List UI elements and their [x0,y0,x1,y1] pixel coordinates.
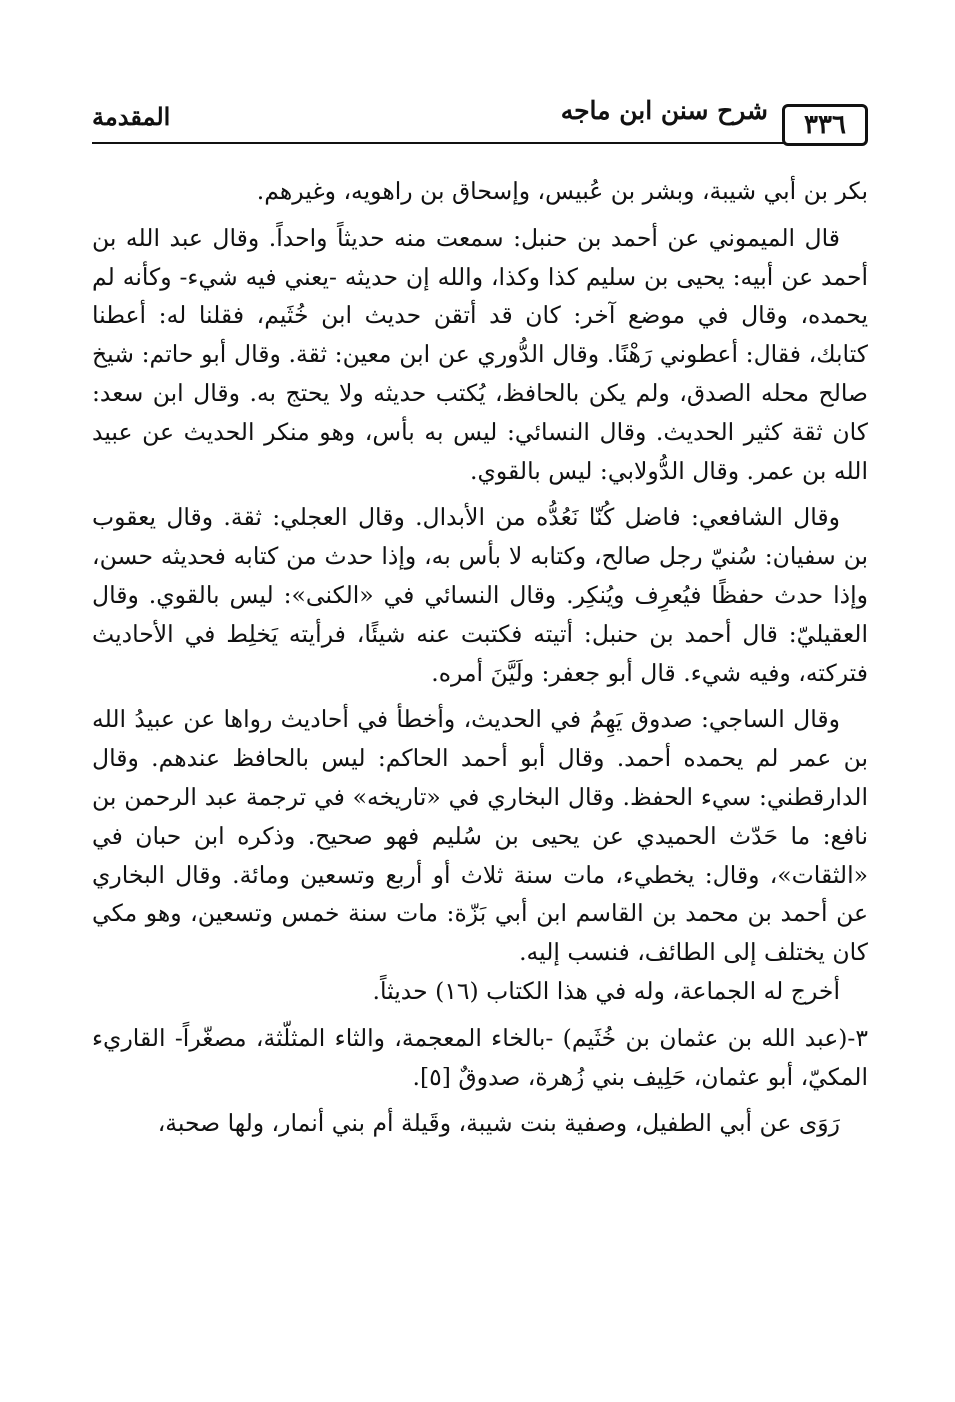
paragraph-narrator-3: ٣-(عبد الله بن عثمان بن خُثَيم) -بالخاء المعجمة، والثاء المثلّثة، مصغّراً- القاريء المكيّ، أبو عثمان، حَلِيف بني زُهرة، صدوقٌ [٥]. [92,1023,868,1091]
book-title: شرح سنن ابن ماجه [560,96,768,125]
page-number: ٣٣٦ [782,104,868,146]
header-rule [92,142,784,144]
section-title: المقدمة [92,102,171,131]
paragraph-saji: وقال الساجي: صدوق يَهِمُ في الحديث، وأخطأ في أحاديث رواها عن عبيدُ الله بن عمر لم يحمده أحمد. وقال أبو أحمد الحاكم: ليس بالحافظ عندهم. وقال الدارقطني: سيء الحفظ. وقال البخاري في «تاريخه» في ترجمة عبد الرحمن بن نافع: ما حَدّث الحميدي عن يحيى بن سُليم فهو صحيح. وذكره ابن حبان في «الثقات»، وقال: يخطيء، مات سنة ثلاث أو أربع وتسعين ومائة. وقال البخاري عن أحمد بن محمد بن القاسم ابن أبي بَزّة: مات سنة خمس وتسعين، وهو مكي كان يختلف إلى الطائف، فنسب إليه. [92,705,868,967]
paragraph-shafii: وقال الشافعي: فاضل كُنّا نَعُدُّه من الأبدال. وقال العجلي: ثقة. وقال يعقوب بن سفيان: سُنيّ رجل صالح، وكتابه لا بأس به، وإذا حدث من كتابه فحديثه حسن، وإذا حدث حفظًا فيُعرِف ويُنكِر. وقال النسائي في «الكنى»: ليس بالقوي. وقال العقيليّ: قال أحمد بن حنبل: أتيته فكتبت عنه شيئًا، فرأيته يَخلِط في الأحاديث فتركته، وفيه شيء. قال أبو جعفر: ولَيَّنَ أمره. [92,503,868,687]
page-body [92,172,868,1151]
paragraph-akhraja: أخرج له الجماعة، وله في هذا الكتاب (١٦) حديثاً. [372,976,840,1005]
paragraph-maymuni: قال الميموني عن أحمد بن حنبل: سمعت منه حديثاً واحداً. وقال عبد الله بن أحمد عن أبيه: يحيى بن سليم كذا وكذا، والله إن حديثه -يعني فيه شيء- وكأنه لم يحمده، وقال في موضع آخر: كان قد أتقن حديث ابن خُثَيم، فقلنا له: أعطنا كتابك، فقال: أعطوني رَهْنًا. وقال الدُّوري عن ابن معين: ثقة. وقال أبو حاتم: شيخ صالح محله الصدق، ولم يكن بالحافظ، يُكتب حديثه ولا يحتج به. وقال ابن سعد: كان ثقة كثير الحديث. وقال النسائي: ليس به بأس، وهو منكر الحديث عن عبيد الله بن عمر. وقال الدُّولابي: ليس بالقوي. [92,223,868,485]
paragraph-continuation: بكر بن أبي شيبة، وبشر بن عُبيس، وإسحاق بن راهويه، وغيرهم. [256,177,868,205]
page-header [92,98,868,148]
paragraph-rawa: رَوَى عن أبي الطفيل، وصفية بنت شيبة، وقَيلة أم بني أنمار، ولها صحبة، [157,1109,840,1138]
